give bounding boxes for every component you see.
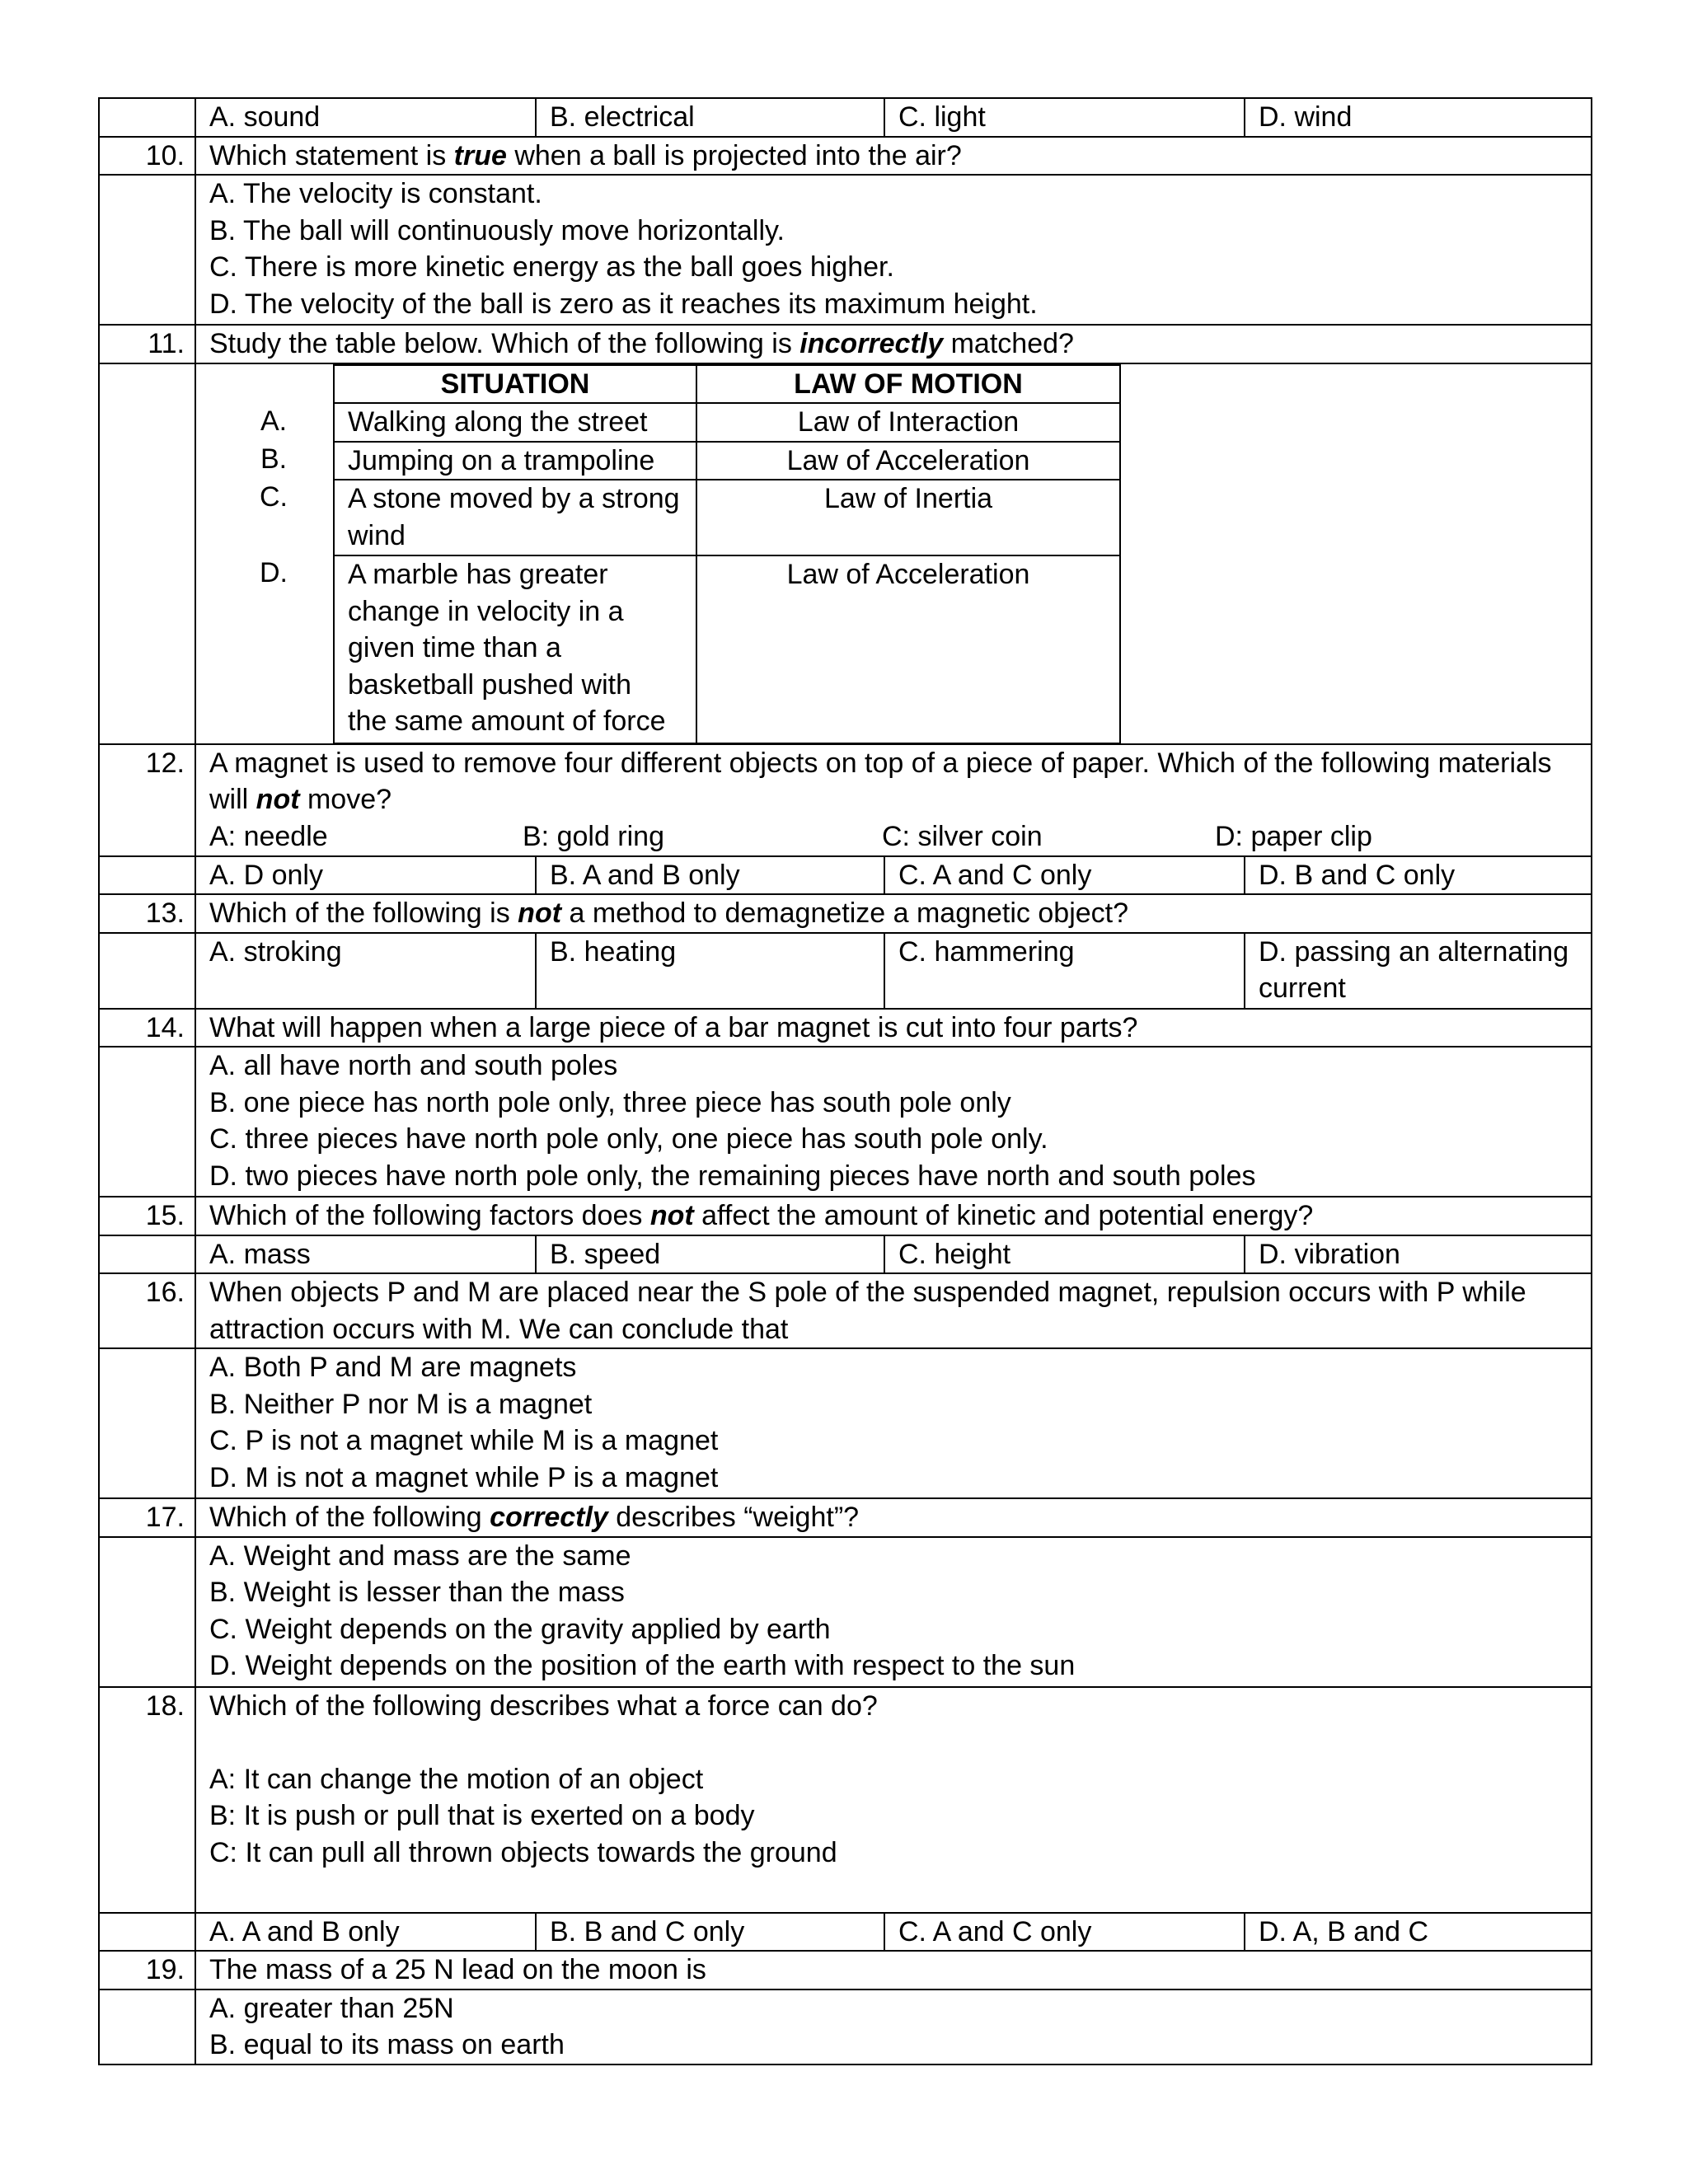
law-d: Law of Acceleration — [696, 555, 1120, 743]
q18-option-b: B. B and C only — [536, 1913, 884, 1952]
situation-d — [334, 555, 696, 743]
q17-number: 17. — [99, 1498, 195, 1537]
q19-number: 19. — [99, 1951, 195, 1990]
situation-table — [333, 364, 1121, 745]
q9-number-cell — [99, 98, 195, 137]
q10-stem-emphasis: true — [453, 139, 507, 171]
q15-stem-emphasis: not — [649, 1200, 694, 1231]
q12-stem-line1: A magnet is used to remove four different objects on top of a piece of paper. Which of the following materials — [209, 747, 1552, 779]
situation-c-line1: A stone moved by a strong — [348, 483, 680, 514]
q19-stem-row — [99, 1951, 1592, 1990]
q19-option-b: B. equal to its mass on earth — [209, 2029, 565, 2060]
q16-option-a: A. Both P and M are magnets — [209, 1352, 577, 1383]
q10-option-d: D. The velocity of the ball is zero as it reaches its maximum height. — [209, 288, 1038, 320]
q16-stem-row — [99, 1273, 1592, 1348]
row-letter-b: B. — [260, 443, 288, 475]
q13-stem — [195, 894, 1592, 933]
q17-stem-row — [99, 1498, 1592, 1537]
q16-stem — [195, 1273, 1592, 1348]
law-a: Law of Interaction — [696, 403, 1120, 442]
q14-empty-cell — [99, 1047, 195, 1197]
situation-row — [334, 442, 1120, 480]
situation-c — [334, 480, 696, 555]
situation-a: Walking along the street — [334, 403, 696, 442]
q16-number: 16. — [99, 1273, 195, 1348]
row-letter-d: D. — [260, 556, 288, 588]
q18-stem-row — [99, 1687, 1592, 1913]
q13-stem-row — [99, 894, 1592, 933]
q14-option-b: B. one piece has north pole only, three piece has south pole only — [209, 1086, 1011, 1118]
q18-number: 18. — [99, 1687, 195, 1913]
q10-number: 10. — [99, 137, 195, 176]
q19-empty-cell — [99, 1990, 195, 2064]
q15-option-c: C. height — [884, 1235, 1245, 1274]
q18-statement-b: B: It is push or pull that is exerted on a body — [209, 1800, 755, 1831]
q15-stem — [195, 1197, 1592, 1235]
q18-statement-a: A: It can change the motion of an object — [209, 1763, 704, 1795]
situation-d-line3: given time than a — [348, 632, 561, 663]
q14-option-a: A. all have north and south poles — [209, 1050, 618, 1081]
q12-stem-text-end: move? — [299, 784, 392, 815]
q11-stem-text-end: matched? — [943, 328, 1074, 359]
quiz-table — [98, 97, 1592, 2065]
q12-item-b: B: gold ring — [523, 820, 664, 852]
q17-stem — [195, 1498, 1592, 1537]
q10-option-c: C. There is more kinetic energy as the ball goes higher. — [209, 251, 894, 283]
q12-option-c: C. A and C only — [884, 856, 1245, 895]
q10-stem-row — [99, 137, 1592, 176]
q17-option-c: C. Weight depends on the gravity applied by earth — [209, 1613, 831, 1645]
situation-d-line2: change in velocity in a — [348, 595, 624, 627]
q19-options-row — [99, 1990, 1592, 2064]
q18-options-row — [99, 1913, 1592, 1952]
q11-stem-row — [99, 325, 1592, 363]
q18-stem-text: Which of the following describes what a force can do? — [209, 1690, 878, 1722]
q17-stem-text-end: describes “weight”? — [607, 1502, 860, 1533]
q14-stem-row — [99, 1009, 1592, 1047]
q13-stem-text: Which of the following is — [209, 898, 518, 929]
q10-stem-text: Which statement is — [209, 139, 454, 171]
q15-number: 15. — [99, 1197, 195, 1235]
q16-stem-line1: When objects P and M are placed near the S pole of the suspended magnet, repulsion occurs with P while — [209, 1277, 1526, 1308]
q17-option-a: A. Weight and mass are the same — [209, 1540, 631, 1572]
q15-options-row — [99, 1235, 1592, 1274]
q14-options-row — [99, 1047, 1592, 1197]
q11-stem-text: Study the table below. Which of the following is — [209, 328, 800, 359]
q16-stem-line2: attraction occurs with M. We can conclude that — [209, 1313, 789, 1345]
q12-stem-row — [99, 744, 1592, 856]
q18-stem — [195, 1687, 1592, 1913]
situation-table-wrap — [196, 364, 1591, 743]
q14-option-c: C. three pieces have north pole only, one piece has south pole only. — [209, 1123, 1048, 1155]
q14-number: 14. — [99, 1009, 195, 1047]
q12-stem — [195, 744, 1592, 856]
q13-stem-emphasis: not — [518, 898, 562, 929]
q12-options-row — [99, 856, 1592, 895]
q15-stem-text: Which of the following factors does — [209, 1200, 650, 1231]
q18-option-d: D. A, B and C — [1245, 1913, 1592, 1952]
q10-option-a: A. The velocity is constant. — [209, 178, 542, 209]
situation-header-row — [334, 365, 1120, 404]
q9-option-c: C. light — [884, 98, 1245, 137]
q13-option-c: C. hammering — [884, 933, 1245, 1009]
q15-empty-cell — [99, 1235, 195, 1274]
situation-d-line1: A marble has greater — [348, 559, 608, 590]
quiz-sheet — [98, 97, 1591, 2065]
q19-options — [195, 1990, 1592, 2064]
q17-stem-emphasis: correctly — [490, 1502, 608, 1533]
q18-option-c: C. A and C only — [884, 1913, 1245, 1952]
q10-option-b: B. The ball will continuously move horizontally. — [209, 214, 785, 246]
situation-row — [334, 555, 1120, 743]
q12-item-c: C: silver coin — [882, 820, 1043, 852]
row-letter-c: C. — [260, 480, 288, 513]
q15-option-d: D. vibration — [1245, 1235, 1592, 1274]
situation-c-line2: wind — [348, 519, 406, 551]
q18-spacer — [209, 1724, 1578, 1761]
q11-stem — [195, 325, 1592, 363]
q11-stem-emphasis: incorrectly — [799, 328, 944, 359]
q12-item-a: A: needle — [209, 820, 328, 852]
q13-option-a: A. stroking — [195, 933, 536, 1009]
situation-row — [334, 480, 1120, 555]
q16-option-d: D. M is not a magnet while P is a magnet — [209, 1461, 719, 1493]
q17-option-d: D. Weight depends on the position of the earth with respect to the sun — [209, 1650, 1076, 1681]
q15-option-b: B. speed — [536, 1235, 884, 1274]
q17-stem-text: Which of the following — [209, 1502, 490, 1533]
situation-header: SITUATION — [334, 365, 696, 404]
q18-empty-cell — [99, 1913, 195, 1952]
q9-option-d: D. wind — [1245, 98, 1592, 137]
q16-option-c: C. P is not a magnet while M is a magnet — [209, 1425, 719, 1456]
q17-options — [195, 1537, 1592, 1687]
q13-empty-cell — [99, 933, 195, 1009]
q18-option-a: A. A and B only — [195, 1913, 536, 1952]
q13-options-row — [99, 933, 1592, 1009]
q13-option-d-line1: D. passing an alternating — [1259, 935, 1569, 968]
q13-number: 13. — [99, 894, 195, 933]
q13-option-d — [1245, 933, 1592, 1009]
q16-options-row — [99, 1348, 1592, 1498]
situation-row — [334, 403, 1120, 442]
q12-option-d: D. B and C only — [1245, 856, 1592, 895]
situation-d-line4: basketball pushed with — [348, 668, 632, 701]
q14-options — [195, 1047, 1592, 1197]
q15-option-a: A. mass — [195, 1235, 536, 1274]
q13-stem-text-end: a method to demagnetize a magnetic object? — [561, 898, 1129, 929]
q12-stem-emphasis: not — [256, 784, 300, 815]
q17-option-b: B. Weight is lesser than the mass — [209, 1577, 625, 1608]
law-c: Law of Inertia — [696, 480, 1120, 555]
q14-option-d: D. two pieces have north pole only, the remaining pieces have north and south poles — [209, 1160, 1256, 1192]
q13-option-b: B. heating — [536, 933, 884, 1009]
q12-number: 12. — [99, 744, 195, 856]
q11-table-row — [99, 363, 1592, 744]
q15-stem-row — [99, 1197, 1592, 1235]
q9-option-b: B. electrical — [536, 98, 884, 137]
q17-options-row — [99, 1537, 1592, 1687]
q12-option-a: A. D only — [195, 856, 536, 895]
law-b: Law of Acceleration — [696, 442, 1120, 480]
situation-b: Jumping on a trampoline — [334, 442, 696, 480]
q9-option-a: A. sound — [195, 98, 536, 137]
q16-option-b: B. Neither P nor M is a magnet — [209, 1388, 593, 1420]
q12-stem-text: will — [209, 784, 256, 815]
q17-empty-cell — [99, 1537, 195, 1687]
law-header: LAW OF MOTION — [696, 365, 1120, 404]
q12-option-b: B. A and B only — [536, 856, 884, 895]
q16-empty-cell — [99, 1348, 195, 1498]
q10-empty-cell — [99, 175, 195, 325]
q12-item-d: D: paper clip — [1215, 820, 1372, 852]
q11-table-cell — [195, 363, 1592, 744]
q13-option-d-line2: current — [1259, 972, 1346, 1004]
q11-empty-cell — [99, 363, 195, 744]
q18-statement-c: C: It can pull all thrown objects towards the ground — [209, 1836, 837, 1868]
q12-empty-cell — [99, 856, 195, 895]
q10-options-row — [99, 175, 1592, 325]
q10-stem-text-end: when a ball is projected into the air? — [506, 139, 962, 171]
q19-option-a: A. greater than 25N — [209, 1992, 454, 2024]
q9-options-row — [99, 98, 1592, 137]
q12-items — [209, 818, 1578, 855]
q12-stem-line2 — [209, 781, 1578, 818]
q15-stem-text-end: affect the amount of kinetic and potential energy? — [693, 1200, 1314, 1231]
situation-d-line5: the same amount of force — [348, 705, 666, 737]
q10-options — [195, 175, 1592, 325]
q10-stem — [195, 137, 1592, 176]
q16-options — [195, 1348, 1592, 1498]
row-letter-a: A. — [260, 405, 288, 437]
q14-stem: What will happen when a large piece of a bar magnet is cut into four parts? — [195, 1009, 1592, 1047]
q11-number: 11. — [99, 325, 195, 363]
q19-stem: The mass of a 25 N lead on the moon is — [195, 1951, 1592, 1990]
